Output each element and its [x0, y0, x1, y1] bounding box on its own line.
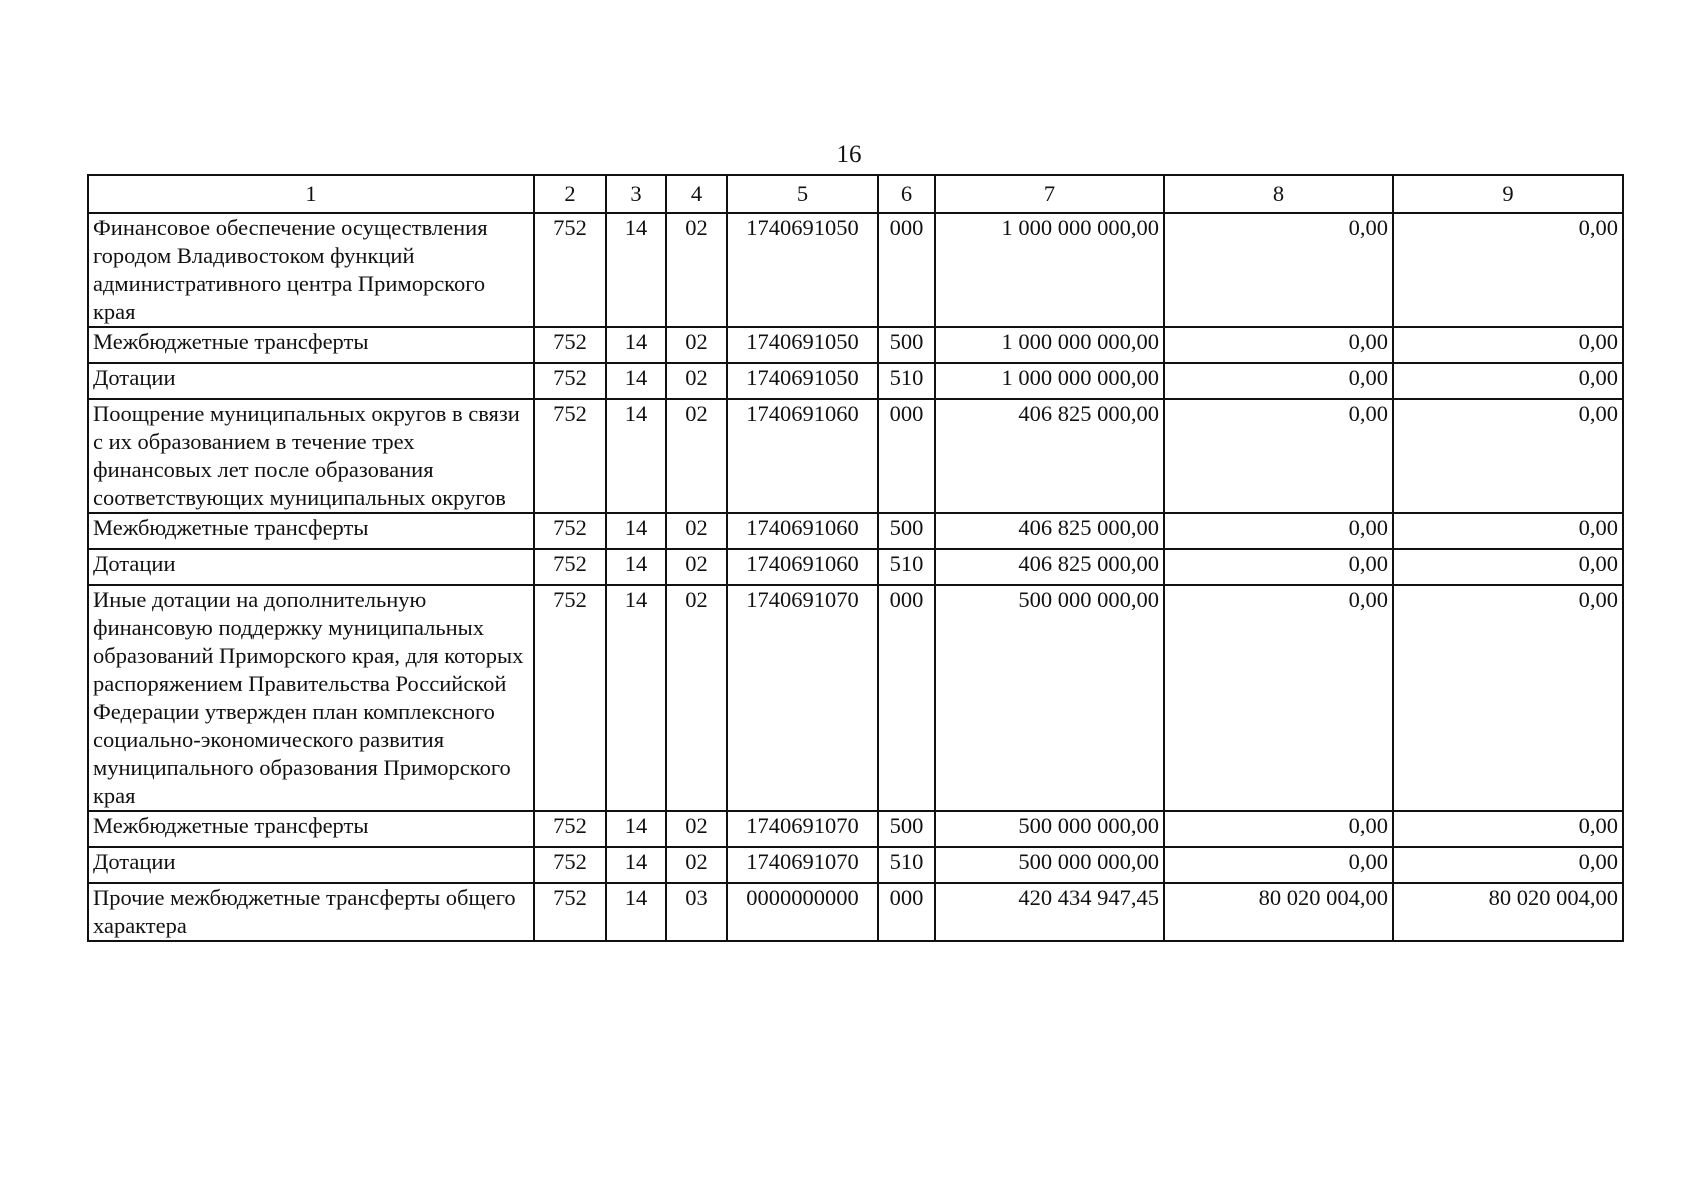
amount-col7: 500 000 000,00: [935, 847, 1164, 883]
code-subsection: 02: [666, 549, 727, 585]
column-header-6: 6: [878, 175, 935, 213]
code-section: 14: [606, 399, 666, 513]
amount-col9: 0,00: [1393, 847, 1623, 883]
table-row: [88, 399, 1623, 513]
amount-col8: 0,00: [1164, 847, 1393, 883]
row-name: Дотации: [88, 363, 534, 399]
table-row: [88, 327, 1623, 363]
row-name: Дотации: [88, 847, 534, 883]
code-subsection: 03: [666, 883, 727, 941]
amount-col7: 500 000 000,00: [935, 811, 1164, 847]
column-header-1: 1: [88, 175, 534, 213]
code-subsection: 02: [666, 811, 727, 847]
amount-col8: 0,00: [1164, 549, 1393, 585]
code-subsection: 02: [666, 513, 727, 549]
code-expense-type: 510: [878, 847, 935, 883]
code-target: 0000000000: [727, 883, 878, 941]
table-row: [88, 513, 1623, 549]
code-target: 1740691050: [727, 213, 878, 327]
budget-table: [87, 174, 1624, 942]
amount-col8: 0,00: [1164, 213, 1393, 327]
amount-col8: 0,00: [1164, 585, 1393, 811]
code-admin: 752: [534, 847, 606, 883]
amount-col8: 0,00: [1164, 399, 1393, 513]
column-header-7: 7: [935, 175, 1164, 213]
column-header-9: 9: [1393, 175, 1623, 213]
code-expense-type: 500: [878, 327, 935, 363]
code-section: 14: [606, 327, 666, 363]
column-header-2: 2: [534, 175, 606, 213]
column-header-5: 5: [727, 175, 878, 213]
code-expense-type: 510: [878, 549, 935, 585]
code-target: 1740691050: [727, 327, 878, 363]
amount-col7: 500 000 000,00: [935, 585, 1164, 811]
column-header-4: 4: [666, 175, 727, 213]
column-header-3: 3: [606, 175, 666, 213]
amount-col9: 0,00: [1393, 585, 1623, 811]
table-row: [88, 585, 1623, 811]
code-subsection: 02: [666, 847, 727, 883]
amount-col7: 406 825 000,00: [935, 399, 1164, 513]
code-admin: 752: [534, 327, 606, 363]
code-expense-type: 000: [878, 883, 935, 941]
amount-col9: 0,00: [1393, 399, 1623, 513]
amount-col8: 80 020 004,00: [1164, 883, 1393, 941]
code-expense-type: 000: [878, 585, 935, 811]
row-name: Финансовое обеспечение осуществления городом Владивостоком функций административного центра Приморского края: [88, 213, 534, 327]
code-expense-type: 500: [878, 513, 935, 549]
amount-col9: 0,00: [1393, 213, 1623, 327]
amount-col9: 0,00: [1393, 327, 1623, 363]
code-expense-type: 000: [878, 213, 935, 327]
amount-col7: 1 000 000 000,00: [935, 327, 1164, 363]
row-name: Поощрение муниципальных округов в связи с их образованием в течение трех финансовых лет после образования соответствующих муниципальных округов: [88, 399, 534, 513]
code-target: 1740691060: [727, 549, 878, 585]
amount-col9: 0,00: [1393, 549, 1623, 585]
code-subsection: 02: [666, 327, 727, 363]
header-row: [88, 175, 1623, 213]
amount-col8: 0,00: [1164, 327, 1393, 363]
amount-col9: 0,00: [1393, 363, 1623, 399]
amount-col9: 80 020 004,00: [1393, 883, 1623, 941]
row-name: Межбюджетные трансферты: [88, 811, 534, 847]
amount-col7: 406 825 000,00: [935, 513, 1164, 549]
column-header-8: 8: [1164, 175, 1393, 213]
amount-col9: 0,00: [1393, 811, 1623, 847]
code-target: 1740691070: [727, 585, 878, 811]
code-section: 14: [606, 811, 666, 847]
amount-col9: 0,00: [1393, 513, 1623, 549]
code-expense-type: 500: [878, 811, 935, 847]
code-expense-type: 000: [878, 399, 935, 513]
code-section: 14: [606, 883, 666, 941]
code-section: 14: [606, 363, 666, 399]
row-name: Дотации: [88, 549, 534, 585]
table-row: [88, 883, 1623, 941]
code-admin: 752: [534, 585, 606, 811]
code-admin: 752: [534, 513, 606, 549]
code-subsection: 02: [666, 399, 727, 513]
amount-col8: 0,00: [1164, 363, 1393, 399]
row-name: Иные дотации на дополнительную финансовую поддержку муниципальных образований Приморского края, для которых распоряжением Правительства Российской Федерации утвержден план комплексного социально-экономического развития муниципального образования Приморского края: [88, 585, 534, 811]
amount-col7: 406 825 000,00: [935, 549, 1164, 585]
table-row: [88, 847, 1623, 883]
code-target: 1740691070: [727, 847, 878, 883]
code-target: 1740691050: [727, 363, 878, 399]
code-target: 1740691060: [727, 399, 878, 513]
amount-col7: 1 000 000 000,00: [935, 213, 1164, 327]
amount-col8: 0,00: [1164, 513, 1393, 549]
code-target: 1740691060: [727, 513, 878, 549]
code-admin: 752: [534, 399, 606, 513]
row-name: Межбюджетные трансферты: [88, 327, 534, 363]
page-number: 16: [836, 141, 862, 168]
code-section: 14: [606, 213, 666, 327]
code-admin: 752: [534, 363, 606, 399]
row-name: Межбюджетные трансферты: [88, 513, 534, 549]
code-admin: 752: [534, 883, 606, 941]
table-row: [88, 213, 1623, 327]
code-section: 14: [606, 847, 666, 883]
code-subsection: 02: [666, 213, 727, 327]
code-expense-type: 510: [878, 363, 935, 399]
code-admin: 752: [534, 213, 606, 327]
code-subsection: 02: [666, 585, 727, 811]
code-subsection: 02: [666, 363, 727, 399]
row-name: Прочие межбюджетные трансферты общего характера: [88, 883, 534, 941]
amount-col7: 420 434 947,45: [935, 883, 1164, 941]
code-section: 14: [606, 513, 666, 549]
table-row: [88, 811, 1623, 847]
code-admin: 752: [534, 549, 606, 585]
code-admin: 752: [534, 811, 606, 847]
table-row: [88, 549, 1623, 585]
code-section: 14: [606, 585, 666, 811]
amount-col8: 0,00: [1164, 811, 1393, 847]
code-target: 1740691070: [727, 811, 878, 847]
amount-col7: 1 000 000 000,00: [935, 363, 1164, 399]
table-row: [88, 363, 1623, 399]
code-section: 14: [606, 549, 666, 585]
